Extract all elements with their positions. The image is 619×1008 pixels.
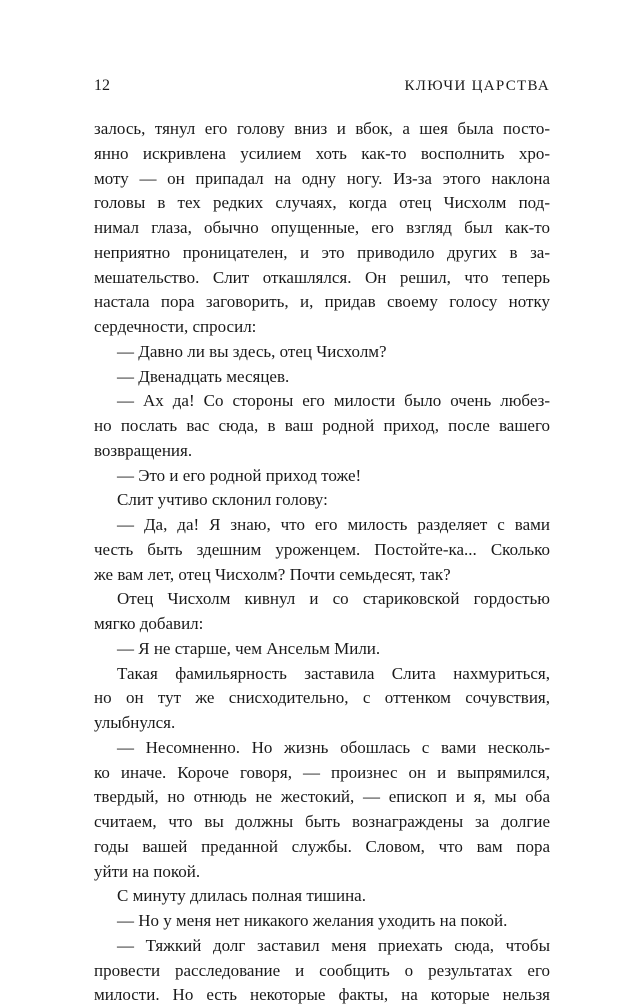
text-line: уйти на покой. <box>94 861 201 881</box>
text-line: мягко добавил: <box>94 614 204 633</box>
text-line: Такая фамильярность заставила Слита нахмуриться, <box>117 663 550 683</box>
body-text <box>94 117 550 1008</box>
text-line: настала пора заговорить, и, придав своему голосу нотку <box>94 292 550 312</box>
text-line: Отец Чисхолм кивнул и со стариковской гордостью <box>117 589 550 609</box>
text-line: моту — он припадал на одну ногу. Из-за этого наклона <box>94 168 550 188</box>
text-line: провести расследование и сообщить о результатах его <box>94 960 550 980</box>
text-line: С минуту длилась полная тишина. <box>117 886 366 906</box>
text-line: же вам лет, отец Чисхолм? Почти семьдесят, так? <box>94 564 451 584</box>
text-line: — Тяжкий долг заставил меня приехать сюда, чтобы <box>117 935 550 955</box>
text-line: — Несомненно. Но жизнь обошлась с вами несколь- <box>117 737 550 757</box>
text-line: Слит учтиво склонил голову: <box>117 490 328 510</box>
text-line: годы вашей преданной службы. Словом, что вам пора <box>94 836 550 856</box>
text-line: — Я не старше, чем Ансельм Мили. <box>117 638 381 658</box>
page-number: 12 <box>94 77 110 94</box>
text-line: улыбнулся. <box>94 713 176 732</box>
text-line: сердечности, спросил: <box>94 317 257 336</box>
text-line: — Давно ли вы здесь, отец Чисхолм? <box>117 341 387 361</box>
text-line: — Да, да! Я знаю, что его милость разделяет с вами <box>117 515 550 534</box>
text-line: янно искривлена усилием хоть как-то восполнить хро- <box>94 143 550 163</box>
text-line: — Но у меня нет никакого желания уходить на покой. <box>117 911 508 930</box>
text-line: нимал глаза, обычно опущенные, его взгляд был как-то <box>94 218 550 237</box>
text-line: залось, тянул его голову вниз и вбок, а шея была посто- <box>94 119 550 138</box>
text-line: — Ах да! Со стороны его милости было очень любез- <box>117 391 550 411</box>
text-line: возвращения. <box>94 440 193 460</box>
text-line: считаем, что вы должны быть вознаграждены за долгие <box>94 812 550 831</box>
text-line: неприятно проницателен, и это приводило других в за- <box>94 242 550 262</box>
running-title: КЛЮЧИ ЦАРСТВА <box>404 78 550 94</box>
text-line: ко иначе. Короче говоря, — произнес он и выпрямился, <box>94 762 550 782</box>
text-line: головы в тех редких случаях, когда отец Чисхолм под- <box>94 193 550 213</box>
text-line: но он тут же снисходительно, с оттенком сочувствия, <box>94 688 550 708</box>
page-header <box>94 74 550 98</box>
text-line: но послать вас сюда, в ваш родной приход, после вашего <box>94 416 550 435</box>
text-line: — Это и его родной приход тоже! <box>117 465 362 485</box>
text-line: — Двенадцать месяцев. <box>117 366 290 386</box>
text-line: милости. Но есть некоторые факты, на которые нельзя <box>94 985 550 1005</box>
text-line: честь быть здешним уроженцем. Постойте-ка... Сколько <box>94 539 550 559</box>
text-line: мешательство. Слит откашлялся. Он решил, что теперь <box>94 267 550 287</box>
text-line: твердый, но отнюдь не жестокий, — епископ и я, мы оба <box>94 787 550 807</box>
